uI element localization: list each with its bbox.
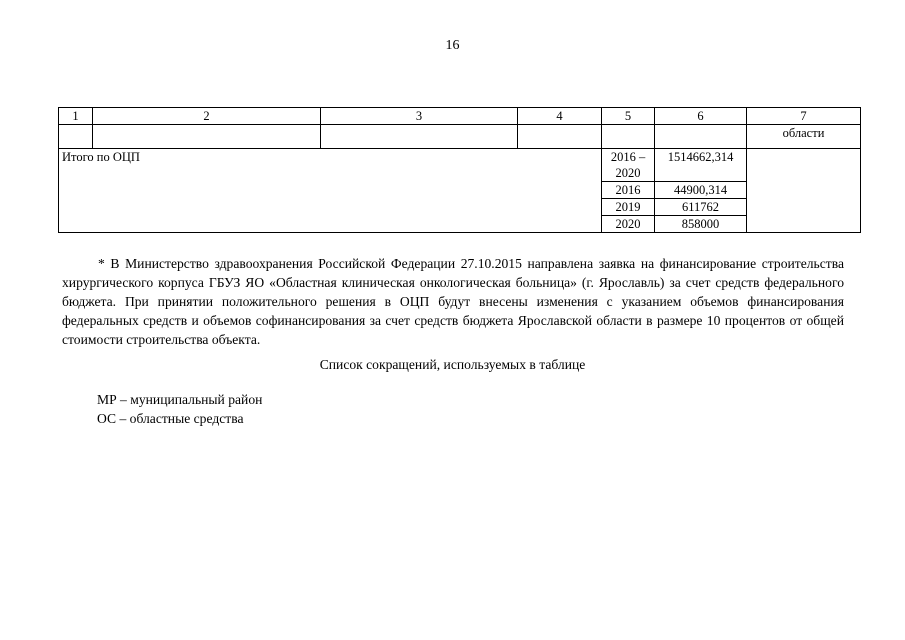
table-cell	[518, 125, 602, 149]
total-label: Итого по ОЦП	[59, 149, 602, 233]
table-cell	[321, 125, 518, 149]
table-cell	[655, 125, 747, 149]
header-cell-2: 2	[93, 108, 321, 125]
header-cell-1: 1	[59, 108, 93, 125]
footnote: * В Министерство здравоохранения Российской Федерации 27.10.2015 направлена заявка на финансирование строительства хирургического корпуса ГБУЗ ЯО «Областная клиническая онкологическая больница» (г. Ярославль) за счет средств федерального бюджета. При принятии положительного решения в ОЦП будут внесены изменения с указанием объемов финансирования федеральных средств и объемов софинансирования за счет средств бюджета Ярославской области в размере 10 процентов от общей стоимости строительства объекта.	[62, 256, 844, 347]
header-cell-4: 4	[518, 108, 602, 125]
total-year: 2019	[602, 199, 655, 216]
header-cell-6: 6	[655, 108, 747, 125]
total-year: 2016 – 2020	[602, 149, 655, 182]
table-cell	[93, 125, 321, 149]
table-cell	[747, 149, 861, 233]
header-cell-5: 5	[602, 108, 655, 125]
page-number: 16	[445, 38, 460, 53]
total-amount: 611762	[655, 199, 747, 216]
header-cell-7: 7	[747, 108, 861, 125]
total-amount: 858000	[655, 216, 747, 233]
table-cell	[602, 125, 655, 149]
total-year: 2020	[602, 216, 655, 233]
total-row	[59, 149, 861, 182]
header-cell-3: 3	[321, 108, 518, 125]
budget-table	[58, 107, 861, 233]
abbreviations-title: Список сокращений, используемых в таблице	[319, 357, 586, 372]
table-cell: области	[747, 125, 861, 149]
abbreviation-item: МР – муниципальный район	[97, 392, 263, 407]
header-row	[59, 108, 861, 125]
abbreviation-item: ОС – областные средства	[97, 411, 244, 426]
table-cell	[59, 125, 93, 149]
total-amount: 1514662,314	[655, 149, 747, 182]
continuation-row	[59, 125, 861, 149]
total-amount: 44900,314	[655, 182, 747, 199]
total-year: 2016	[602, 182, 655, 199]
